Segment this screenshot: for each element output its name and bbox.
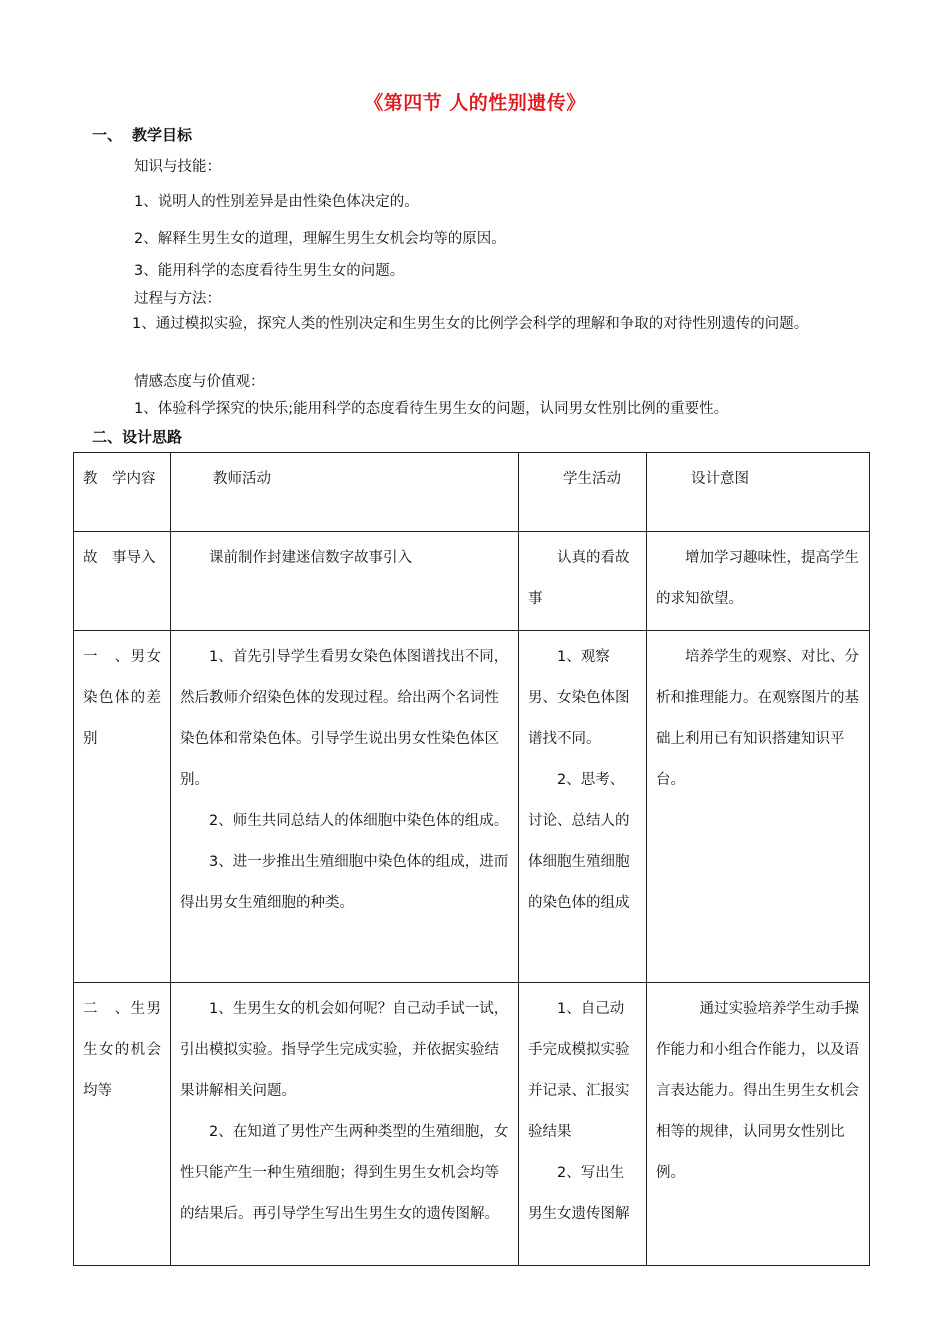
- row3-intent-p1: 通过实验培养学生动手操作能力和小组合作能力，以及语言表达能力。得出生男生女机会相等的规律，认同男女性别比例。: [656, 1001, 859, 1181]
- row2-teacher-p2: 2、师生共同总结人的体细胞中染色体的组成。: [209, 813, 509, 829]
- table-header-row: [74, 453, 870, 532]
- row3-teacher-p2: 2、在知道了男性产生两种类型的生殖细胞，女性只能产生一种生殖细胞；得到生男生女机会均等的结果后。再引导学生写出生男生女的遗传图解。: [180, 1124, 509, 1222]
- section1-heading: [92, 124, 192, 145]
- row2-intent: [647, 631, 870, 983]
- row2-student: [519, 631, 647, 983]
- row1-student-p1: 认真的看故事: [528, 550, 630, 607]
- row3-teacher-p1: 1、生男生女的机会如何呢？自己动手试一试，引出模拟实验。指导学生完成实验，并依据实验结果讲解相关问题。: [180, 1001, 509, 1099]
- process-item: 1、通过模拟实验，探究人类的性别决定和生男生女的比例学会科学的理解和争取的对待性别遗传的问题。: [132, 316, 809, 332]
- row2-teacher-p1: 1、首先引导学生看男女染色体图谱找出不同，然后教师介绍染色体的发现过程。给出两个名词性染色体和常染色体。引导学生说出男女性染色体区别。: [180, 649, 509, 788]
- header-teacher: 教师活动: [171, 453, 519, 532]
- row1-intent-p1: 增加学习趣味性，提高学生的求知欲望。: [656, 550, 859, 607]
- row1-intent: [647, 532, 870, 631]
- section1-title: 教学目标: [132, 126, 193, 144]
- row2-student-p2: 2、思考、讨论、总结人的体细胞生殖细胞的染色体的组成: [528, 772, 630, 911]
- knowledge-label: 知识与技能：: [134, 159, 221, 175]
- table-row: [74, 532, 870, 631]
- row2-student-p1: 1、观察男、女染色体图谱找不同。: [528, 649, 630, 747]
- process-label: 过程与方法：: [134, 291, 221, 307]
- row3-student: [519, 983, 647, 1266]
- knowledge-item-2: 2、解释生男生女的道理，理解生男生女机会均等的原因。: [134, 231, 506, 247]
- row2-teacher-p3: 3、进一步推出生殖细胞中染色体的组成，进而得出男女生殖细胞的种类。: [180, 854, 509, 911]
- row3-intent: [647, 983, 870, 1266]
- emotion-label: 情感态度与价值观：: [134, 374, 265, 390]
- section1-number: 一、: [92, 126, 123, 144]
- row3-teacher: [171, 983, 519, 1266]
- row3-student-p1: 1、自己动手完成模拟实验并记录、汇报实验结果: [528, 1001, 630, 1140]
- row1-student: [519, 532, 647, 631]
- header-intent: 设计意图: [647, 453, 870, 532]
- knowledge-item-1: 1、说明人的性别差异是由性染色体决定的。: [134, 194, 419, 210]
- row2-teacher: [171, 631, 519, 983]
- row1-content: 故 事导入: [74, 532, 171, 631]
- row2-intent-p1: 培养学生的观察、对比、分析和推理能力。在观察图片的基础上利用已有知识搭建知识平台。: [656, 649, 859, 788]
- knowledge-item-3: 3、能用科学的态度看待生男生女的问题。: [134, 263, 405, 279]
- row1-teacher-p1: 课前制作封建迷信数字故事引入: [209, 550, 412, 566]
- row2-content: 一 、男女染色体的差别: [74, 631, 171, 983]
- row1-teacher: [171, 532, 519, 631]
- table-row: [74, 983, 870, 1266]
- row3-student-p2: 2、写出生男生女遗传图解: [528, 1165, 630, 1222]
- table-row: [74, 631, 870, 983]
- header-content: 教 学内容: [74, 453, 171, 532]
- row3-content: 二 、生男生女的机会均等: [74, 983, 171, 1266]
- emotion-item: 1、体验科学探究的快乐;能用科学的态度看待生男生女的问题，认同男女性别比例的重要性。: [134, 401, 729, 417]
- design-table: [73, 452, 870, 1266]
- page-title: 《第四节 人的性别遗传》: [364, 92, 586, 114]
- header-student: 学生活动: [519, 453, 647, 532]
- section2-heading: 二、设计思路: [92, 428, 183, 446]
